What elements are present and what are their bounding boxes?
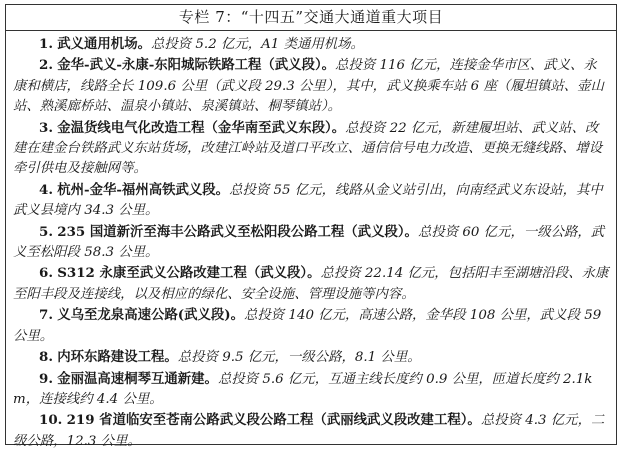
item-number: 8. bbox=[39, 349, 53, 366]
item-description: 总投资 116 亿元，连接金华市区、武义、永康和横店，线路全长 109.6 公里（武义段 29.3 公里），其中，武义换乘车站 6 座（履坦镇站、壶山站、熟溪廊桥站、温泉小镇站、泉溪镇站、桐琴镇站）。 bbox=[13, 58, 604, 115]
item-description: 总投资 4.3 亿元，二级公路，12.3 公里。 bbox=[13, 413, 605, 449]
project-column-box bbox=[5, 4, 617, 449]
project-item-5 bbox=[13, 222, 609, 264]
item-name: 金丽温高速桐琴互通新建。 bbox=[57, 370, 218, 387]
item-description: 总投资 55 亿元，线路从金义站引出，向南经武义东设站，其中武义县境内 34.3 公里。 bbox=[13, 182, 603, 219]
item-name: 武义通用机场。 bbox=[57, 36, 151, 52]
project-item-9 bbox=[13, 369, 609, 411]
item-number: 9. bbox=[39, 370, 53, 387]
project-item-10 bbox=[13, 410, 609, 452]
item-description: 总投资 22.14 亿元，包括阳丰至湖塘沿段、永康至阳丰段及连接线，以及相应的绿化、安全设施、管理设施等内容。 bbox=[13, 266, 609, 302]
item-name: 杭州-金华-福州高铁武义段。 bbox=[57, 181, 230, 198]
column-title: 专栏 7：“十四五”交通大通道重大项目 bbox=[6, 5, 616, 31]
item-name: 金华-武义-永康-东阳城际铁路工程（武义段）。 bbox=[57, 57, 336, 74]
project-item-6 bbox=[13, 263, 609, 305]
project-item-8 bbox=[13, 347, 609, 368]
item-description: 总投资 5.6 亿元，互通主线长度约 0.9 公里，匝道长度约 2.1km，连接线约 4.4 公里。 bbox=[13, 371, 593, 407]
item-number: 3. bbox=[39, 119, 53, 136]
item-description: 总投资 9.5 亿元，一级公路，8.1 公里。 bbox=[177, 350, 421, 366]
project-list bbox=[6, 31, 616, 452]
item-name: 金温货线电气化改造工程（金华南至武义东段）。 bbox=[57, 119, 346, 136]
item-name: 义乌至龙泉高速公路(武义段)。 bbox=[57, 307, 244, 324]
project-item-4 bbox=[13, 180, 609, 222]
item-description: 总投资 60 亿元，一级公路，武义至松阳段 58.3 公里。 bbox=[13, 224, 605, 261]
project-item-3 bbox=[13, 118, 609, 180]
item-number: 6. bbox=[39, 265, 53, 282]
item-description: 总投资 22 亿元，新建履坦站、武义站、改建在建金台铁路武义东站货场，改建江岭站及道口平改立、通信信号电力改造、更换无缝线路、增设牵引供电及接触网等。 bbox=[13, 120, 603, 177]
project-item-1 bbox=[13, 34, 609, 55]
project-item-2 bbox=[13, 55, 609, 117]
item-name: 内环东路建设工程。 bbox=[57, 349, 178, 366]
item-number: 1. bbox=[39, 36, 53, 52]
item-number: 10. bbox=[39, 412, 63, 429]
item-description: 总投资 140 亿元，高速公路，金华段 108 公里，武义段 59 公里。 bbox=[13, 308, 602, 344]
item-number: 7. bbox=[39, 307, 53, 324]
item-name: 235 国道新沂至海丰公路武义至松阳段公路工程（武义段）。 bbox=[57, 223, 418, 240]
item-name: 219 省道临安至苍南公路武义段公路工程（武丽线武义段改建工程）。 bbox=[66, 412, 481, 429]
item-number: 2. bbox=[39, 57, 53, 74]
item-number: 4. bbox=[39, 181, 53, 198]
item-description: 总投资 5.2 亿元，A1 类通用机场。 bbox=[150, 37, 364, 52]
item-name: S312 永康至武义公路改建工程（武义段）。 bbox=[57, 265, 321, 282]
project-item-7 bbox=[13, 305, 609, 347]
item-number: 5. bbox=[39, 223, 53, 240]
